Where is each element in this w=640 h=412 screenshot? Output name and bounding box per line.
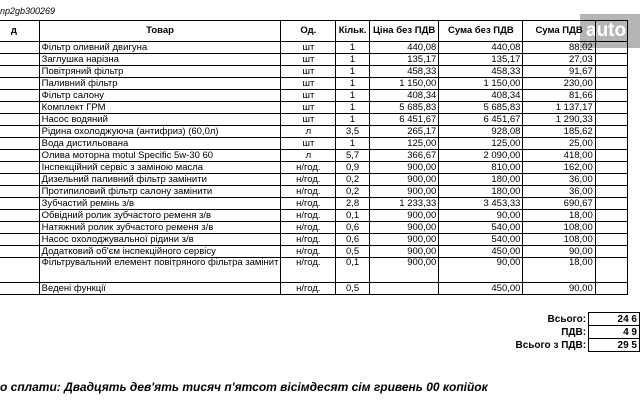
- qty-cell: 5,7: [336, 150, 370, 162]
- brand-watermark: auto: [580, 14, 640, 48]
- num-cell: [0, 210, 39, 222]
- num-cell: [0, 42, 39, 54]
- sum-cell: 458,33: [439, 66, 523, 78]
- num-cell: [0, 78, 39, 90]
- num-cell: [0, 66, 39, 78]
- item-cell: Вода дистильована: [39, 138, 281, 150]
- sum-cell: 125,00: [439, 138, 523, 150]
- table-row: [0, 234, 628, 246]
- unit-cell: шт: [281, 54, 336, 66]
- price-cell: 900,00: [369, 246, 438, 258]
- sum-cell: 3 453,33: [439, 198, 523, 210]
- total-label: Всього:: [547, 313, 587, 325]
- sum-cell: 810,00: [439, 162, 523, 174]
- vat-cell: 418,00: [523, 150, 595, 162]
- price-cell: 900,00: [369, 162, 438, 174]
- unit-cell: н/год.: [281, 210, 336, 222]
- extra-cell: [595, 102, 627, 114]
- unit-cell: шт: [281, 66, 336, 78]
- num-cell: [0, 222, 39, 234]
- table-row: [0, 126, 628, 138]
- extra-cell: [595, 222, 627, 234]
- qty-cell: 1: [336, 102, 370, 114]
- totals-row: [470, 313, 640, 326]
- vat-cell: 88,02: [523, 42, 595, 54]
- item-cell: Дизельний паливний фільтр замінити: [39, 174, 281, 186]
- header-num: д: [0, 21, 39, 42]
- qty-cell: 1: [336, 78, 370, 90]
- qty-cell: 1: [336, 138, 370, 150]
- qty-cell: 0,5: [336, 283, 370, 295]
- table-row: [0, 162, 628, 174]
- num-cell: [0, 150, 39, 162]
- unit-cell: шт: [281, 78, 336, 90]
- unit-cell: н/год.: [281, 246, 336, 258]
- item-cell: Фільтр салону: [39, 90, 281, 102]
- table-row: [0, 174, 628, 186]
- vat-cell: 90,00: [523, 246, 595, 258]
- price-cell: 900,00: [369, 222, 438, 234]
- sum-cell: 2 090,00: [439, 150, 523, 162]
- num-cell: [0, 114, 39, 126]
- sum-cell: 135,17: [439, 54, 523, 66]
- unit-cell: н/год.: [281, 198, 336, 210]
- vat-cell: 162,00: [523, 162, 595, 174]
- price-cell: 440,08: [369, 42, 438, 54]
- totals-row: [470, 339, 640, 352]
- sum-cell: 5 685,83: [439, 102, 523, 114]
- price-cell: 6 451,67: [369, 114, 438, 126]
- extra-cell: [595, 283, 627, 295]
- sum-cell: 450,00: [439, 283, 523, 295]
- num-cell: [0, 90, 39, 102]
- qty-cell: 1: [336, 42, 370, 54]
- item-cell: Олива моторна motul Specific 5w-30 60: [39, 150, 281, 162]
- table-row: [0, 210, 628, 222]
- qty-cell: 0,2: [336, 186, 370, 198]
- price-cell: 458,33: [369, 66, 438, 78]
- vat-cell: 90,00: [523, 283, 595, 295]
- item-cell: Ведені функції: [39, 283, 281, 295]
- header-price: Ціна без ПДВ: [369, 21, 438, 42]
- sum-cell: 540,00: [439, 234, 523, 246]
- sum-cell: 180,00: [439, 186, 523, 198]
- totals-table: [470, 312, 640, 352]
- qty-cell: 0,1: [336, 210, 370, 222]
- sum-cell: 90,00: [439, 210, 523, 222]
- extra-cell: [595, 258, 627, 283]
- price-cell: 900,00: [369, 174, 438, 186]
- extra-cell: [595, 234, 627, 246]
- total-value: 24 6: [589, 313, 640, 326]
- vat-cell: 36,00: [523, 186, 595, 198]
- table-row: [0, 90, 628, 102]
- num-cell: [0, 234, 39, 246]
- sum-cell: 450,00: [439, 246, 523, 258]
- vat-cell: 81,66: [523, 90, 595, 102]
- sum-cell: 440,08: [439, 42, 523, 54]
- table-row: [0, 150, 628, 162]
- header-extra: [595, 21, 627, 42]
- unit-cell: н/год.: [281, 222, 336, 234]
- vat-cell: 108,00: [523, 234, 595, 246]
- price-cell: 900,00: [369, 234, 438, 246]
- total-value: 4 9: [589, 326, 640, 339]
- qty-cell: 0,1: [336, 258, 370, 283]
- num-cell: [0, 162, 39, 174]
- table-row: [0, 186, 628, 198]
- qty-cell: 0,6: [336, 234, 370, 246]
- sum-cell: 90,00: [439, 258, 523, 283]
- unit-cell: н/год.: [281, 258, 336, 283]
- num-cell: [0, 102, 39, 114]
- item-cell: Фільтр оливний двигуна: [39, 42, 281, 54]
- sum-cell: 1 150,00: [439, 78, 523, 90]
- document-number: np2gb300269: [0, 6, 56, 16]
- item-cell: Заглушка нарізна: [39, 54, 281, 66]
- price-cell: 1 233,33: [369, 198, 438, 210]
- item-cell: Насос водяний: [39, 114, 281, 126]
- extra-cell: [595, 114, 627, 126]
- extra-cell: [595, 174, 627, 186]
- qty-cell: 1: [336, 114, 370, 126]
- unit-cell: шт: [281, 90, 336, 102]
- vat-cell: 36,00: [523, 174, 595, 186]
- table-row: [0, 114, 628, 126]
- vat-cell: 1 137,17: [523, 102, 595, 114]
- unit-cell: н/год.: [281, 174, 336, 186]
- item-cell: Повітряний фільтр: [39, 66, 281, 78]
- table-row: [0, 283, 628, 295]
- totals-row: [470, 326, 640, 339]
- unit-cell: л: [281, 150, 336, 162]
- vat-cell: 25,00: [523, 138, 595, 150]
- extra-cell: [595, 42, 627, 54]
- unit-cell: шт: [281, 102, 336, 114]
- header-sum: Сума без ПДВ: [439, 21, 523, 42]
- extra-cell: [595, 138, 627, 150]
- unit-cell: н/год.: [281, 186, 336, 198]
- extra-cell: [595, 150, 627, 162]
- num-cell: [0, 198, 39, 210]
- vat-cell: 27,03: [523, 54, 595, 66]
- item-cell: Паливний фільтр: [39, 78, 281, 90]
- unit-cell: н/год.: [281, 283, 336, 295]
- amount-in-words: о сплати: Двадцять дев'ять тисяч п'ятсот вісімдесят сім гривень 00 копійок: [0, 380, 488, 394]
- vat-cell: 108,00: [523, 222, 595, 234]
- vat-cell: 1 290,33: [523, 114, 595, 126]
- qty-cell: 1: [336, 54, 370, 66]
- extra-cell: [595, 90, 627, 102]
- price-cell: 900,00: [369, 258, 438, 283]
- header-qty: Кільк.: [336, 21, 370, 42]
- item-cell: Протипиловий фільтр салону замінити: [39, 186, 281, 198]
- price-cell: 135,17: [369, 54, 438, 66]
- extra-cell: [595, 210, 627, 222]
- item-cell: Насос охолоджувальної рідини з/в: [39, 234, 281, 246]
- extra-cell: [595, 246, 627, 258]
- table-row: [0, 66, 628, 78]
- vat-cell: 91,67: [523, 66, 595, 78]
- unit-cell: шт: [281, 42, 336, 54]
- price-cell: [369, 283, 438, 295]
- table-row: [0, 78, 628, 90]
- table-row: [0, 54, 628, 66]
- total-label: Всього з ПДВ:: [515, 339, 587, 351]
- qty-cell: 3,5: [336, 126, 370, 138]
- total-label: ПДВ:: [561, 326, 587, 338]
- num-cell: [0, 258, 39, 283]
- sum-cell: 6 451,67: [439, 114, 523, 126]
- unit-cell: л: [281, 126, 336, 138]
- header-sum-vat: Сума ПДВ: [523, 21, 595, 42]
- item-cell: Додатковий об'єм інспекційного сервісу: [39, 246, 281, 258]
- item-cell: Натяжний ролик зубчастого ременя з/в: [39, 222, 281, 234]
- vat-cell: 230,00: [523, 78, 595, 90]
- table-row: [0, 138, 628, 150]
- table-row: [0, 42, 628, 54]
- price-cell: 5 685,83: [369, 102, 438, 114]
- unit-cell: н/год.: [281, 162, 336, 174]
- qty-cell: 0,5: [336, 246, 370, 258]
- price-cell: 366,67: [369, 150, 438, 162]
- qty-cell: 0,9: [336, 162, 370, 174]
- num-cell: [0, 246, 39, 258]
- price-cell: 265,17: [369, 126, 438, 138]
- invoice-table: [0, 20, 628, 295]
- extra-cell: [595, 66, 627, 78]
- header-unit: Од.: [281, 21, 336, 42]
- vat-cell: 18,00: [523, 258, 595, 283]
- sum-cell: 928,08: [439, 126, 523, 138]
- extra-cell: [595, 126, 627, 138]
- extra-cell: [595, 78, 627, 90]
- qty-cell: 2,8: [336, 198, 370, 210]
- header-item: Товар: [39, 21, 281, 42]
- num-cell: [0, 283, 39, 295]
- price-cell: 900,00: [369, 210, 438, 222]
- qty-cell: 1: [336, 90, 370, 102]
- unit-cell: н/год.: [281, 234, 336, 246]
- item-cell: Рідина охолоджуюча (антифриз) (60,0л): [39, 126, 281, 138]
- price-cell: 408,34: [369, 90, 438, 102]
- table-row: [0, 222, 628, 234]
- vat-cell: 185,62: [523, 126, 595, 138]
- qty-cell: 0,2: [336, 174, 370, 186]
- table-row: [0, 246, 628, 258]
- unit-cell: шт: [281, 114, 336, 126]
- item-cell: Зубчастий ремінь з/в: [39, 198, 281, 210]
- table-row: [0, 258, 628, 283]
- qty-cell: 1: [336, 66, 370, 78]
- num-cell: [0, 54, 39, 66]
- price-cell: 125,00: [369, 138, 438, 150]
- num-cell: [0, 186, 39, 198]
- item-cell: Інспекційний сервіс з заміною масла: [39, 162, 281, 174]
- unit-cell: шт: [281, 138, 336, 150]
- num-cell: [0, 126, 39, 138]
- qty-cell: 0,6: [336, 222, 370, 234]
- item-cell: Фільтрувальний елемент повітряного фільтра замінит: [39, 258, 281, 283]
- extra-cell: [595, 186, 627, 198]
- table-row: [0, 102, 628, 114]
- num-cell: [0, 138, 39, 150]
- price-cell: 1 150,00: [369, 78, 438, 90]
- table-row: [0, 198, 628, 210]
- sum-cell: 540,00: [439, 222, 523, 234]
- price-cell: 900,00: [369, 186, 438, 198]
- item-cell: Комплект ГРМ: [39, 102, 281, 114]
- sum-cell: 180,00: [439, 174, 523, 186]
- total-value: 29 5: [589, 339, 640, 352]
- num-cell: [0, 174, 39, 186]
- vat-cell: 690,67: [523, 198, 595, 210]
- extra-cell: [595, 198, 627, 210]
- item-cell: Обвідний ролик зубчастого ременя з/в: [39, 210, 281, 222]
- sum-cell: 408,34: [439, 90, 523, 102]
- extra-cell: [595, 54, 627, 66]
- vat-cell: 18,00: [523, 210, 595, 222]
- table-header-row: [0, 21, 628, 42]
- extra-cell: [595, 162, 627, 174]
